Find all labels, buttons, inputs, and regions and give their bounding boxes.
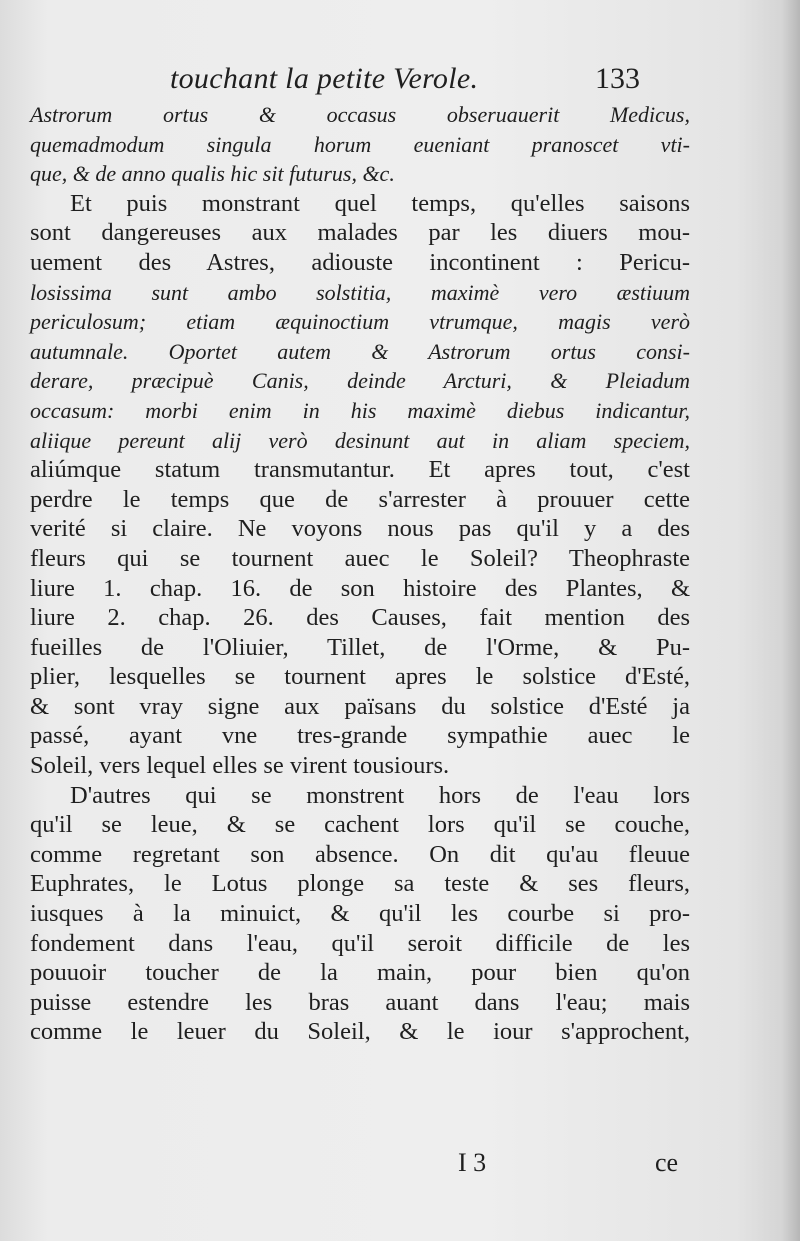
signature-mark: I 3 (458, 1148, 487, 1177)
text-line: pouuoir toucher de la main, pour bien qu'on (30, 959, 690, 987)
text-line: aliique pereunt alij verò desinunt aut in aliam speciem, (30, 427, 690, 453)
text-line: aliúmque statum transmutantur. Et apres tout, c'est (30, 456, 690, 484)
text-line: Et puis monstrant quel temps, qu'elles saisons (70, 189, 690, 217)
text-line: liure 2. chap. 26. des Causes, fait mention des (30, 604, 690, 632)
text-line: Soleil, vers lequel elles se virent tousiours. (30, 752, 450, 780)
text-line: uement des Astres, adiouste incontinent : Pericu- (30, 248, 690, 276)
running-head: touchant la petite Verole. (170, 62, 479, 95)
text-line: autumnale. Oportet autem & Astrorum ortus consi- (30, 338, 690, 364)
text-line: D'autres qui se monstrent hors de l'eau lors (70, 781, 690, 809)
text-line: perdre le temps que de s'arrester à prouuer cette (30, 485, 690, 513)
text-line: quemadmodum singula horum eueniant pranoscet vti- (30, 131, 690, 157)
body-text (30, 100, 690, 1047)
text-line: periculosum; etiam æquinoctium vtrumque, magis verò (30, 309, 690, 335)
text-line: comme regretant son absence. On dit qu'au fleuue (30, 840, 690, 868)
page-number: 133 (595, 62, 640, 95)
text-line: que, & de anno qualis hic sit futurus, &c. (30, 161, 395, 187)
text-line: verité si claire. Ne voyons nous pas qu'il y a des (30, 515, 690, 543)
text-line: comme le leuer du Soleil, & le iour s'approchent, (30, 1018, 690, 1046)
text-line: derare, præcipuè Canis, deinde Arcturi, & Pleiadum (30, 368, 690, 394)
text-line: fueilles de l'Oliuier, Tillet, de l'Orme, & Pu- (30, 633, 690, 661)
catchword: ce (655, 1148, 679, 1177)
text-line: Astrorum ortus & occasus obseruauerit Medicus, (30, 102, 690, 127)
text-line: Euphrates, le Lotus plonge sa teste & ses fleurs, (30, 870, 690, 898)
text-line: losissima sunt ambo solstitia, maximè vero æstiuum (30, 279, 690, 305)
text-line: & sont vray signe aux païsans du solstice d'Esté ja (30, 692, 690, 720)
page-edge-shadow (782, 0, 800, 1241)
text-line: passé, ayant vne tres-grande sympathie auec le (30, 722, 690, 750)
text-line: qu'il se leue, & se cachent lors qu'il se couche, (30, 811, 690, 839)
text-line: fleurs qui se tournent auec le Soleil? Theophraste (30, 544, 690, 572)
page-footer (0, 1148, 800, 1188)
text-line: plier, lesquelles se tournent apres le solstice d'Esté, (30, 663, 690, 691)
text-line: iusques à la minuict, & qu'il les courbe si pro- (30, 900, 690, 928)
text-line: sont dangereuses aux malades par les diuers mou- (30, 219, 690, 247)
text-line: occasum: morbi enim in his maximè diebus indicantur, (30, 397, 690, 423)
text-line: liure 1. chap. 16. de son histoire des Plantes, & (30, 574, 690, 602)
text-line: fondement dans l'eau, qu'il seroit difficile de les (30, 929, 690, 957)
text-line: puisse estendre les bras auant dans l'eau; mais (30, 988, 690, 1016)
